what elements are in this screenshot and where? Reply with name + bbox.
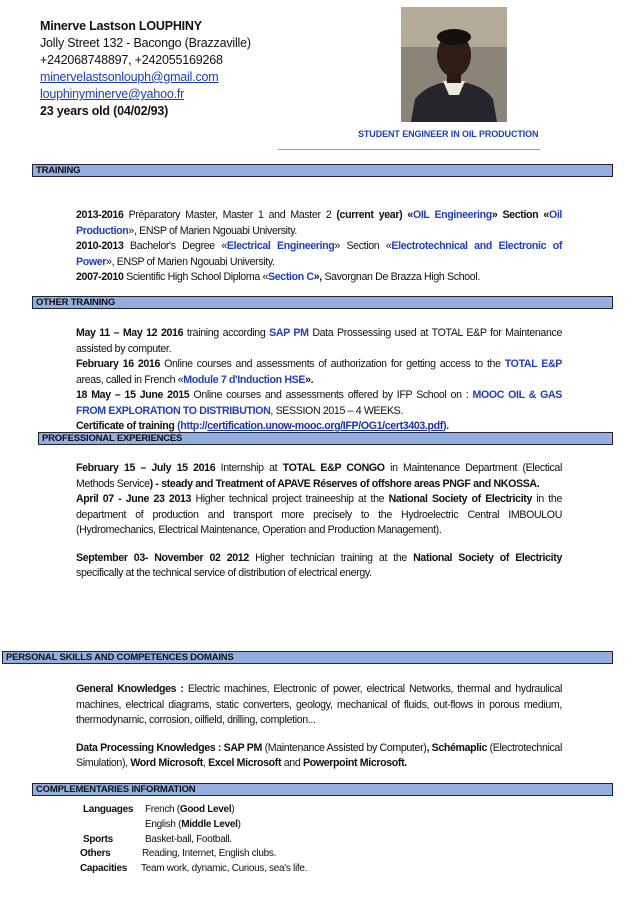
professional-list [76,461,562,582]
info-value-sports: Basket-ball, Football. [145,834,232,845]
training-list [76,208,562,286]
email-link-yahoo[interactable]: louphinyminerve@yahoo.fr [40,87,185,101]
professional-title: STUDENT ENGINEER IN OIL PRODUCTION [358,129,539,139]
info-value-language-french: French (Good Level) [145,804,235,815]
training-item: 2010-2013 Bachelor's Degree «Electrical Engineering» Section «Electrotechnical and Electronic of Power», ENSP of Marien Ngouabi University. [76,240,562,268]
section-header-skills: PERSONAL SKILLS AND COMPETENCES DOMAINS [2,651,613,664]
certificate-link[interactable]: certification.unow-mooc.org/IFP/OG1/cert3403.pdf [207,420,443,432]
section-header-other-training: OTHER TRAINING [32,296,613,309]
applicant-name: Minerve Lastson LOUPHINY [40,19,202,33]
email-link-gmail[interactable]: minervelastsonlouph@gmail.com [40,70,219,84]
other-training-list [76,326,562,435]
section-header-professional: PROFESSIONAL EXPERIENCES [38,432,613,445]
training-item: 2007-2010 Scientific High School Diploma «Section C», Savorgnan De Brazza High School. [76,271,480,283]
info-value-language-english: English (Middle Level) [145,819,241,830]
title-divider [278,149,540,150]
training-item: 2013-2016 Préparatory Master, Master 1 and Master 2 (current year) «OIL Engineering» Section «Oil Production», ENSP of Marien Ngouabi University. [76,209,563,237]
info-row-sports: Sports [83,834,113,845]
skill-item: General Knowledges : Electric machines, Electronic of power, electrical Networks, thermal and hydraulical machines, electrical diagrams, static converters, geology, mechanical of fluids, out-flows in porous medium, thermodynamic, corrosion, oilfield, drilling, completion... [76,683,562,726]
info-row-others: Others [80,848,111,859]
info-row-capacities: Capacities [80,863,128,874]
info-value-capacities: Team work, dynamic, Curious, sea's life. [141,863,308,874]
experience-item: September 03- November 02 2012 Higher technician training at the National Society of Electricity specifically at the technical service of distribution of electrical energy. [76,551,562,579]
section-header-complementary: COMPLEMENTARIES INFORMATION [32,783,613,796]
address: Jolly Street 132 - Bacongo (Brazzaville) [40,36,251,50]
other-training-item: February 16 2016 Online courses and assessments of authorization for getting access to the TOTAL E&P areas, called in French «Module 7 d'Induction HSE». [76,358,562,386]
experience-item: April 07 - June 23 2013 Higher technical project traineeship at the National Society of Electricity in the department of production and transport more precisely to the Hydroelectric Central IMBOULOU (Hydromechanics, Electrical Maintenance, Operation and Production Management). [76,493,562,536]
other-training-item: May 11 – May 12 2016 training according SAP PM Data Prossessing used at TOTAL E&P for Maintenance assisted by computer. [76,327,562,355]
contact-block [40,18,251,120]
skills-list [76,682,562,772]
info-row-languages: Languages [83,804,134,815]
age-dob: 23 years old (04/02/93) [40,104,169,118]
info-value-others: Reading, Internet, English clubs. [142,848,277,859]
experience-item: February 15 – July 15 2016 Internship at TOTAL E&P CONGO in Maintenance Department (Electical Methods Service) - steady and Treatment of APAVE Réserves of offshore areas PNGF and NKOSSA. [76,462,562,490]
profile-photo [401,7,507,122]
skill-item: Data Processing Knowledges : SAP PM (Maintenance Assisted by Computer), Schémaplic (Electrotechnical Simulation), Word Microsoft, Excel Microsoft and Powerpoint Microsoft. [76,741,562,769]
certificate-line: Certificate of training (http://certification.unow-mooc.org/IFP/OG1/cert3403.pdf). [76,420,449,432]
other-training-item: 18 May – 15 June 2015 Online courses and assessments offered by IFP School on : MOOC OIL & GAS FROM EXPLORATION TO DISTRIBUTION, SESSION 2015 – 4 WEEKS. [76,389,562,417]
phone-numbers: +242068748897, +242055169268 [40,53,223,67]
section-header-training: TRAINING [32,164,613,177]
